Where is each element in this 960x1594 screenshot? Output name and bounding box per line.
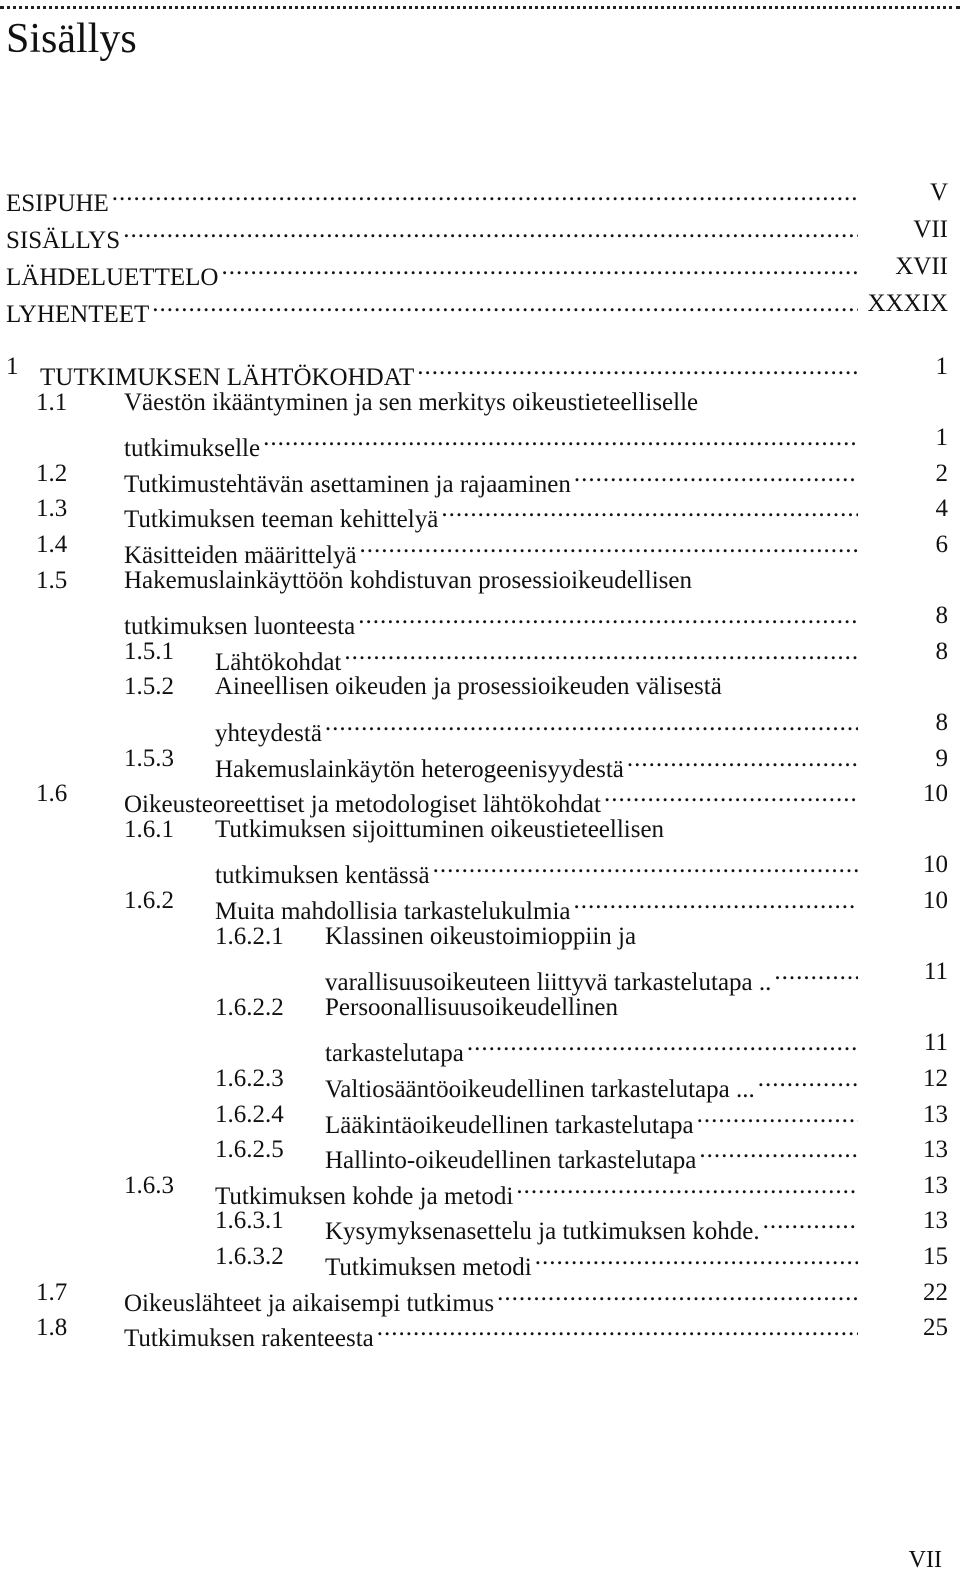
toc-entry-title: Lääkintäoikeudellinen tarkastelutapa [325,1112,694,1139]
toc-entry-page: 2 [935,460,948,487]
toc-entry-page: 4 [935,495,948,522]
toc-entry-page: 8 [935,709,948,736]
toc-entry-page: XXXIX [867,290,948,317]
toc-entry[interactable] [0,1132,960,1174]
toc-entry-page: 13 [923,1101,948,1128]
toc-entry-page: V [929,179,948,206]
dot-leader [467,1025,858,1061]
toc-entry[interactable] [0,990,960,1026]
toc-entry-continuation[interactable] [0,1025,960,1067]
toc-entry[interactable] [0,249,960,291]
toc-entry-title: Hakemuslainkäyttöön kohdistuvan prosessioikeudellisen [124,567,692,594]
toc-entry-title: tutkimuksen luonteesta [124,613,356,640]
dot-leader [535,1239,858,1275]
toc-entry-continuation[interactable] [0,705,960,747]
toc-entry-title: Tutkimuksen metodi [325,1254,532,1281]
toc-entry-number: 1.1 [36,389,68,416]
toc-entry-title: Käsitteiden määrittelyä [124,542,357,569]
toc-entry-page: 11 [923,1029,948,1056]
toc-entry-title: ESIPUHE [6,190,109,217]
toc-entry-page: 11 [923,958,948,985]
dot-leader [763,1203,858,1239]
toc-entry-number: 1.5.3 [124,745,174,772]
toc-entry-number: 1.6.2 [124,887,174,914]
toc-entry-number: 1.7 [36,1279,68,1306]
toc-entry-title: LYHENTEET [6,301,150,328]
toc-entry-page: 1 [935,424,948,451]
toc-entry-number: 1.5.2 [124,673,174,700]
toc-entry-number: 1.6.2.1 [215,923,284,950]
toc-entry[interactable] [0,669,960,705]
toc-entry-continuation[interactable] [0,847,960,889]
toc-entry[interactable] [0,741,960,783]
toc-entry[interactable] [0,812,960,848]
dot-leader [360,527,858,563]
toc-entry[interactable] [0,1310,960,1352]
toc-entry-title: Valtiosääntöoikeudellinen tarkastelutapa ... [325,1076,755,1103]
toc-entry[interactable] [0,563,960,599]
toc-entry-page: 8 [935,638,948,665]
toc-entry-number: 1.3 [36,495,68,522]
toc-entry-page: 12 [923,1065,948,1092]
toc-entry[interactable] [0,1168,960,1210]
toc-entry-title: Lähtökohdat [215,649,342,676]
dot-leader [152,286,858,322]
toc-entry-continuation[interactable] [0,954,960,996]
toc-entry-title: yhteydestä [215,720,322,747]
page-number: VII [908,1547,942,1573]
toc-entry-number: 1.6.2.3 [215,1065,284,1092]
toc-entry-number: 1.4 [36,531,68,558]
toc-entry[interactable] [0,286,960,328]
toc-entry-title: SISÄLLYS [6,227,121,254]
toc-entry[interactable] [0,1275,960,1317]
toc-entry-title: Tutkimustehtävän asettaminen ja rajaaminen [124,471,571,498]
dot-leader [604,776,858,812]
dot-leader [627,741,858,777]
toc-entry-title: Klassinen oikeustoimioppiin ja [325,923,637,950]
toc-entry-page: 10 [923,851,948,878]
toc-entry-page: 1 [935,353,948,380]
toc-entry[interactable] [0,491,960,533]
toc-entry-page: 13 [923,1207,948,1234]
toc-entry-number: 1 [6,353,19,380]
dot-leader [774,954,858,990]
toc-entry-number: 1.6.2.2 [215,994,284,1021]
dot-leader [123,212,858,248]
dot-leader [573,883,858,919]
toc-entry-number: 1.2 [36,460,68,487]
toc-entry[interactable] [0,1203,960,1245]
toc-entry-title: Persoonallisuusoikeudellinen [325,994,619,1021]
toc-entry-page: 10 [923,780,948,807]
toc-entry[interactable] [0,1097,960,1139]
toc-entry-title: Tutkimuksen sijoittuminen oikeustieteellisen [215,816,665,843]
toc-entry-number: 1.5.1 [124,638,174,665]
toc-entry-page: XVII [895,253,948,280]
toc-entry[interactable] [0,456,960,498]
dot-leader [758,1061,858,1097]
toc-entry[interactable] [0,919,960,955]
toc-entry-number: 1.6 [36,780,68,807]
toc-entry-number: 1.6.3.1 [215,1207,284,1234]
dot-leader [497,1275,858,1311]
toc-entry[interactable] [0,634,960,676]
toc-entry-title: tutkimuksen kentässä [215,862,430,889]
toc-entry-title: Kysymyksenasettelu ja tutkimuksen kohde. [325,1218,760,1245]
page-title: Sisällys [6,16,137,62]
dot-leader [112,175,858,211]
toc-entry[interactable] [0,883,960,925]
toc-entry[interactable] [0,349,960,391]
toc-entry-number: 1.6.1 [124,816,174,843]
toc-entry-title: Hakemuslainkäytön heterogeenisyydestä [215,756,624,783]
toc-entry-title: Tutkimuksen teeman kehittelyä [124,506,439,533]
toc-entry-page: 9 [935,745,948,772]
toc-entry-title: Tutkimuksen rakenteesta [124,1325,374,1352]
toc-entry-page: 13 [923,1172,948,1199]
toc-entry-title: Muita mahdollisia tarkastelukulmia [215,898,571,925]
toc-entry-page: 22 [923,1279,948,1306]
dot-leader [697,1097,858,1133]
toc-entry-title: Väestön ikääntyminen ja sen merkitys oikeustieteelliselle [124,389,699,416]
toc-entry-page: VII [913,216,948,243]
toc-entry-title: Oikeuslähteet ja aikaisempi tutkimus [124,1290,495,1317]
toc-entry-page: 8 [935,602,948,629]
toc-entry[interactable] [0,1061,960,1103]
dot-leader [574,456,858,492]
toc-entry-page: 15 [923,1243,948,1270]
toc-entry-title: TUTKIMUKSEN LÄHTÖKOHDAT [40,364,415,391]
dot-leader [433,847,858,883]
dot-leader [377,1310,858,1346]
toc-entry-number: 1.6.2.5 [215,1136,284,1163]
dot-leader [325,705,858,741]
dot-leader [441,491,858,527]
toc-entry-continuation[interactable] [0,598,960,640]
toc-entry-continuation[interactable] [0,420,960,462]
toc-entry-number: 1.6.3.2 [215,1243,284,1270]
toc-entry-title: LÄHDELUETTELO [6,264,219,291]
toc-entry-number: 1.6.3 [124,1172,174,1199]
toc-entry-page: 10 [923,887,948,914]
toc-entry[interactable] [0,385,960,421]
dot-leader [516,1168,858,1204]
dot-leader [417,349,858,385]
dot-leader [221,249,858,285]
toc-entry-title: Aineellisen oikeuden ja prosessioikeuden välisestä [215,673,722,700]
dot-leader [344,634,858,670]
toc-entry-number: 1.5 [36,567,68,594]
toc-entry-title: tarkastelutapa [325,1040,464,1067]
toc-entry-page: 6 [935,531,948,558]
toc-entry-title: Oikeusteoreettiset ja metodologiset lähtökohdat [124,791,601,818]
dot-leader [358,598,858,634]
toc-entry[interactable] [0,175,960,217]
toc-entry-title: varallisuusoikeuteen liittyvä tarkastelutapa .. [325,969,772,996]
toc-entry-title: Tutkimuksen kohde ja metodi [215,1183,514,1210]
toc-entry-page: 13 [923,1136,948,1163]
toc-entry-page: 25 [923,1314,948,1341]
toc-entry-title: tutkimukselle [124,435,261,462]
toc-entry-number: 1.8 [36,1314,68,1341]
toc-entry[interactable] [0,212,960,254]
toc-entry[interactable] [0,527,960,569]
dot-leader [263,420,858,456]
dot-leader [699,1132,858,1168]
toc-entry-number: 1.6.2.4 [215,1101,284,1128]
toc-entry-title: Hallinto-oikeudellinen tarkastelutapa [325,1147,697,1174]
toc-entry[interactable] [0,776,960,818]
toc-entry[interactable] [0,1239,960,1281]
